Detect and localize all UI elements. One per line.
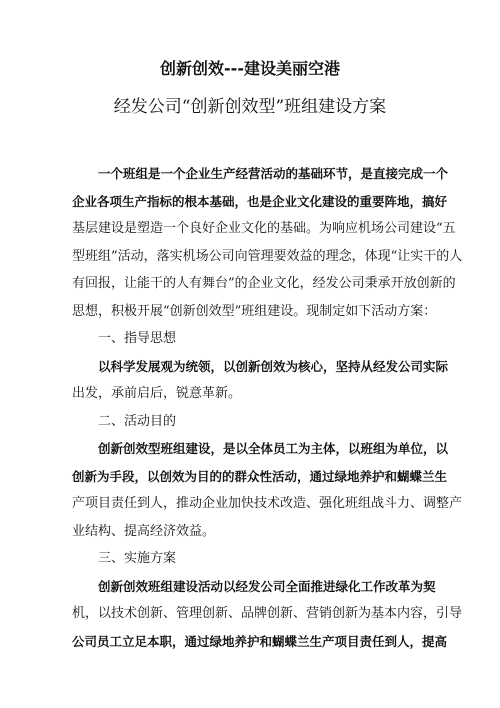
text-line: 型班组”活动，落实机场公司向管理要效益的理念，体现“让实干的人 (72, 248, 463, 264)
text-line: 思想，积极开展“创新创效型”班组建设。现制定如下活动方案： (72, 303, 437, 319)
document-title: 创新创效---建设美丽空港 (160, 59, 340, 78)
text-line: 企业各项生产指标的根本基础，也是企业文化建设的重要阵地，搞好 (72, 193, 448, 209)
paragraph (72, 435, 463, 545)
text-line: 公司员工立足本职，通过绿地养护和蝴蝶兰生产项目责任到人，提高 (72, 633, 448, 649)
section-heading: 三、实施方案 (98, 551, 177, 566)
paragraph (72, 573, 463, 656)
text-line: 业结构、提高经济效益。 (72, 523, 216, 539)
section-heading: 一、指导思想 (98, 331, 177, 346)
text-line: 创新创效型班组建设，是以全体员工为主体，以班组为单位，以 (98, 441, 449, 456)
text-line: 一个班组是一个企业生产经营活动的基础环节，是直接完成一个 (98, 166, 449, 181)
text-line: 产项目责任到人，推动企业加快技术改造、强化班组战斗力、调整产 (72, 496, 463, 511)
document-body (72, 160, 463, 655)
document-subtitle: 经发公司“创新创效型”班组建设方案 (113, 97, 387, 117)
text-line: 机，以技术创新、管理创新、品牌创新、营销创新为基本内容，引导 (72, 606, 463, 621)
text-line: 创新创效班组建设活动以经发公司全面推进绿化工作改革为契 (98, 578, 436, 594)
text-line: 以科学发展观为统领，以创新创效为核心，坚持从经发公司实际 (98, 358, 449, 374)
paragraph (72, 353, 449, 408)
text-line: 创新为手段，以创效为目的的群众性活动，通过绿地养护和蝴蝶兰生 (72, 468, 448, 484)
text-line: 出发，承前启后，锐意革新。 (72, 386, 242, 401)
text-line: 基层建设是塑造一个良好企业文化的基础。为响应机场公司建设“五 (72, 221, 456, 236)
text-line: 有回报，让能干的人有舞台”的企业文化，经发公司秉承开放创新的 (72, 276, 456, 291)
section-heading: 二、活动目的 (98, 413, 177, 429)
paragraph (72, 160, 463, 325)
